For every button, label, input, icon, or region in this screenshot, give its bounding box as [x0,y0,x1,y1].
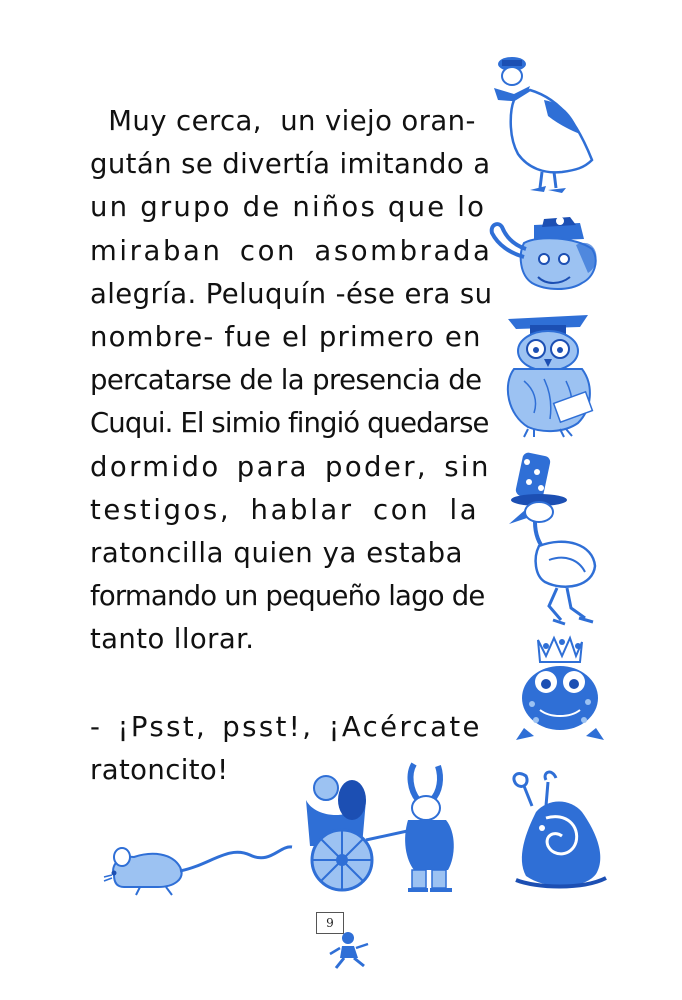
story-line: miraban con asombrada [90,234,493,267]
frog-king-icon [510,632,610,747]
dialogue-line: ratoncito! [90,753,229,786]
story-line: ratoncilla quien ya estaba [90,537,464,570]
story-line: gután se divertía imitando a [90,148,491,181]
page-number: 9 [316,912,344,934]
goose-icon [484,50,604,200]
story-text [90,100,493,792]
story-line: percatarse de la presencia de [90,364,482,397]
story-line: testigos, hablar con la [90,493,480,526]
story-line: un grupo de niños que lo [90,191,487,224]
story-line: nombre- fue el primero en [90,321,482,354]
runner-icon [328,930,376,970]
snail-icon [496,762,616,897]
elephant-icon [484,205,604,305]
mouse-icon [100,835,300,900]
dialogue-line: - ¡Psst, psst!, ¡Acércate [90,710,482,743]
owl-icon [494,305,604,440]
story-line: tanto llorar. [90,623,255,656]
story-line: dormido para poder, sin [90,450,491,483]
rabbit-cart-icon [296,760,476,900]
stork-icon [505,448,605,633]
story-line: formando un pequeño lago de [90,580,485,613]
story-line: Cuqui. El simio fingió quedarse [90,407,489,440]
story-line: alegría. Peluquín -ése era su [90,277,493,310]
story-line: Muy cerca, un viejo oran- [90,105,476,137]
